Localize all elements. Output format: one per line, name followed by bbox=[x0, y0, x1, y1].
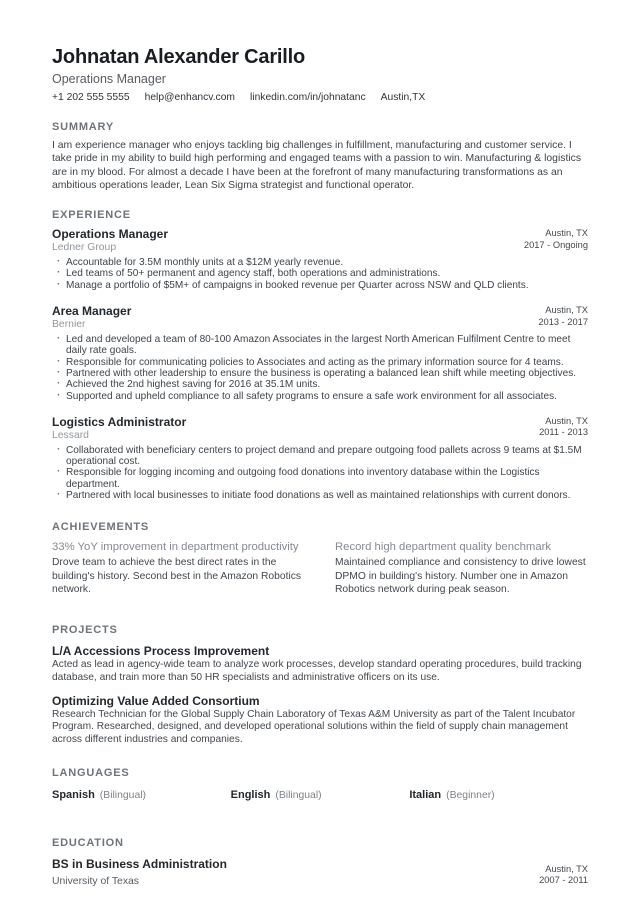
project-text: Acted as lead in agency-wide team to analyze work processes, develop standard operating procedures, build tracking database, and train more than 50 HR specialists and administrative officers on its use. bbox=[52, 658, 582, 683]
project-title: L/A Accessions Process Improvement bbox=[52, 643, 270, 658]
project-item bbox=[52, 694, 588, 747]
achievements-heading: ACHIEVEMENTS bbox=[52, 521, 149, 534]
achievement-title: 33% YoY improvement in department productivity bbox=[52, 541, 299, 554]
language-item bbox=[231, 789, 410, 801]
job-bullet: · Partnered with local businesses to initiate food donations as well as maintained relationships with current donors. bbox=[52, 490, 588, 501]
entry-meta bbox=[539, 415, 588, 439]
job-bullet-list bbox=[52, 445, 588, 501]
section-projects bbox=[52, 624, 588, 747]
education-school: University of Texas bbox=[52, 875, 140, 887]
job-company: Lessard bbox=[52, 429, 89, 441]
job-bullet-list bbox=[52, 257, 588, 291]
entry-meta bbox=[524, 227, 588, 251]
section-education bbox=[52, 837, 588, 888]
education-degree: BS in Business Administration bbox=[52, 856, 227, 871]
achievements-grid bbox=[52, 540, 588, 596]
job-bullet: · Partnered with other leadership to ensure the business is operating a balanced lean shift while meeting objectives. bbox=[52, 368, 588, 379]
entry-meta bbox=[538, 304, 588, 328]
education-left bbox=[52, 857, 227, 888]
contact-phone: +1 202 555 5555 bbox=[52, 92, 130, 103]
summary-text: I am experience manager who enjoys tackling big challenges in fulfillment, manufacturing and customer service. I take pride in my ability to build high performing and engaged teams with a passion to win. Manufacturing & logistics are in my blood. For almost a decade I have been at the forefront of many manufacturing transformations as an ambitious operations leader, Lean Six Sigma strategist and functional operator. bbox=[52, 140, 582, 191]
job-title: Logistics Administrator bbox=[52, 414, 187, 429]
experience-entry bbox=[52, 304, 588, 402]
contact-email-link[interactable]: help@enhancv.com bbox=[144, 92, 235, 103]
job-location: Austin, TX bbox=[545, 305, 588, 316]
project-item bbox=[52, 644, 588, 685]
job-bullet: · Responsible for logging incoming and outgoing food donations into inventory database within the Logistics department. bbox=[52, 467, 588, 490]
language-name: Italian bbox=[409, 788, 442, 801]
section-languages bbox=[52, 767, 588, 801]
person-name: Johnatan Alexander Carillo bbox=[52, 46, 306, 68]
achievement-text: Drove team to achieve the best direct rates in the building's history. Second best in the Amazon Robotics network. bbox=[52, 557, 302, 595]
person-job-title: Operations Manager bbox=[52, 72, 166, 86]
job-location: Austin, TX bbox=[545, 415, 588, 426]
language-level: (Beginner) bbox=[446, 789, 495, 801]
education-meta bbox=[539, 857, 588, 888]
entry-left bbox=[52, 415, 186, 442]
education-dates: 2007 - 2011 bbox=[539, 875, 588, 886]
summary-heading: SUMMARY bbox=[52, 121, 115, 133]
job-bullet: · Achieved the 2nd highest saving for 2016 at 35.1M units. bbox=[52, 379, 588, 390]
achievement-item bbox=[52, 540, 305, 596]
job-company: Ledner Group bbox=[52, 242, 117, 254]
language-item bbox=[409, 789, 588, 801]
job-bullet-list bbox=[52, 334, 588, 402]
education-location: Austin, TX bbox=[545, 863, 588, 874]
job-bullet: · Led teams of 50+ permanent and agency staff, both operations and administrations. bbox=[52, 268, 588, 279]
language-level: (Bilingual) bbox=[275, 789, 322, 801]
contact-linkedin-link[interactable]: linkedin.com/in/johnatanc bbox=[250, 92, 366, 103]
job-bullet: · Accountable for 3.5M monthly units at a $12M yearly revenue. bbox=[52, 257, 588, 268]
education-heading: EDUCATION bbox=[52, 836, 124, 849]
contact-location: Austin,TX bbox=[380, 92, 426, 103]
job-bullet: · Responsible for communicating policies to Associates and acting as the primary information source for 4 teams. bbox=[52, 357, 588, 368]
experience-heading: EXPERIENCE bbox=[52, 209, 131, 222]
contact-row bbox=[52, 92, 588, 104]
project-text: Research Technician for the Global Supply Chain Laboratory of Texas A&M University as part of the Talent Incubator Program. Researched, designed, and developed operational solutions within the field of supply chain management across different industries and companies. bbox=[52, 708, 576, 746]
achievement-text: Maintained compliance and consistency to drive lowest DPMO in building's history. Number one in Amazon Robotics network during peak season. bbox=[335, 557, 586, 595]
job-company: Bernier bbox=[52, 319, 86, 331]
language-name: Spanish bbox=[52, 788, 95, 801]
resume-header bbox=[52, 45, 588, 104]
job-dates: 2013 - 2017 bbox=[538, 316, 588, 327]
achievement-title: Record high department quality benchmark bbox=[335, 541, 552, 554]
education-entry bbox=[52, 857, 588, 888]
language-name: English bbox=[230, 788, 271, 801]
entry-left bbox=[52, 227, 168, 254]
job-dates: 2011 - 2013 bbox=[539, 427, 588, 438]
job-title: Operations Manager bbox=[52, 227, 169, 242]
job-bullet: · Supported and upheld compliance to all safety programs to ensure a safe work environment for all associates. bbox=[52, 391, 588, 402]
job-dates: 2017 - Ongoing bbox=[523, 239, 588, 250]
languages-heading: LANGUAGES bbox=[52, 766, 130, 779]
job-title: Area Manager bbox=[52, 304, 132, 319]
experience-entry bbox=[52, 415, 588, 501]
project-title: Optimizing Value Added Consortium bbox=[52, 693, 260, 708]
section-summary bbox=[52, 121, 588, 192]
entry-header bbox=[52, 304, 588, 331]
languages-grid bbox=[52, 789, 588, 801]
job-bullet: · Collaborated with beneficiary centers to project demand and prepare outgoing food pallets across 9 teams at $1.5M operational cost. bbox=[52, 445, 588, 468]
achievement-item bbox=[335, 540, 588, 596]
entry-header bbox=[52, 415, 588, 442]
projects-heading: PROJECTS bbox=[52, 623, 118, 636]
language-item bbox=[52, 789, 231, 801]
job-location: Austin, TX bbox=[545, 228, 588, 239]
job-bullet: · Manage a portfolio of $5M+ of campaigns in booked revenue per Quarter across NSW and QLD clients. bbox=[52, 280, 588, 291]
section-achievements bbox=[52, 521, 588, 596]
entry-left bbox=[52, 304, 131, 331]
entry-header bbox=[52, 227, 588, 254]
language-level: (Bilingual) bbox=[99, 789, 146, 801]
section-experience bbox=[52, 209, 588, 501]
experience-entry bbox=[52, 227, 588, 291]
job-bullet: · Led and developed a team of 80-100 Amazon Associates in the largest North American Fulfilment Centre to meet daily rate goals. bbox=[52, 334, 588, 357]
